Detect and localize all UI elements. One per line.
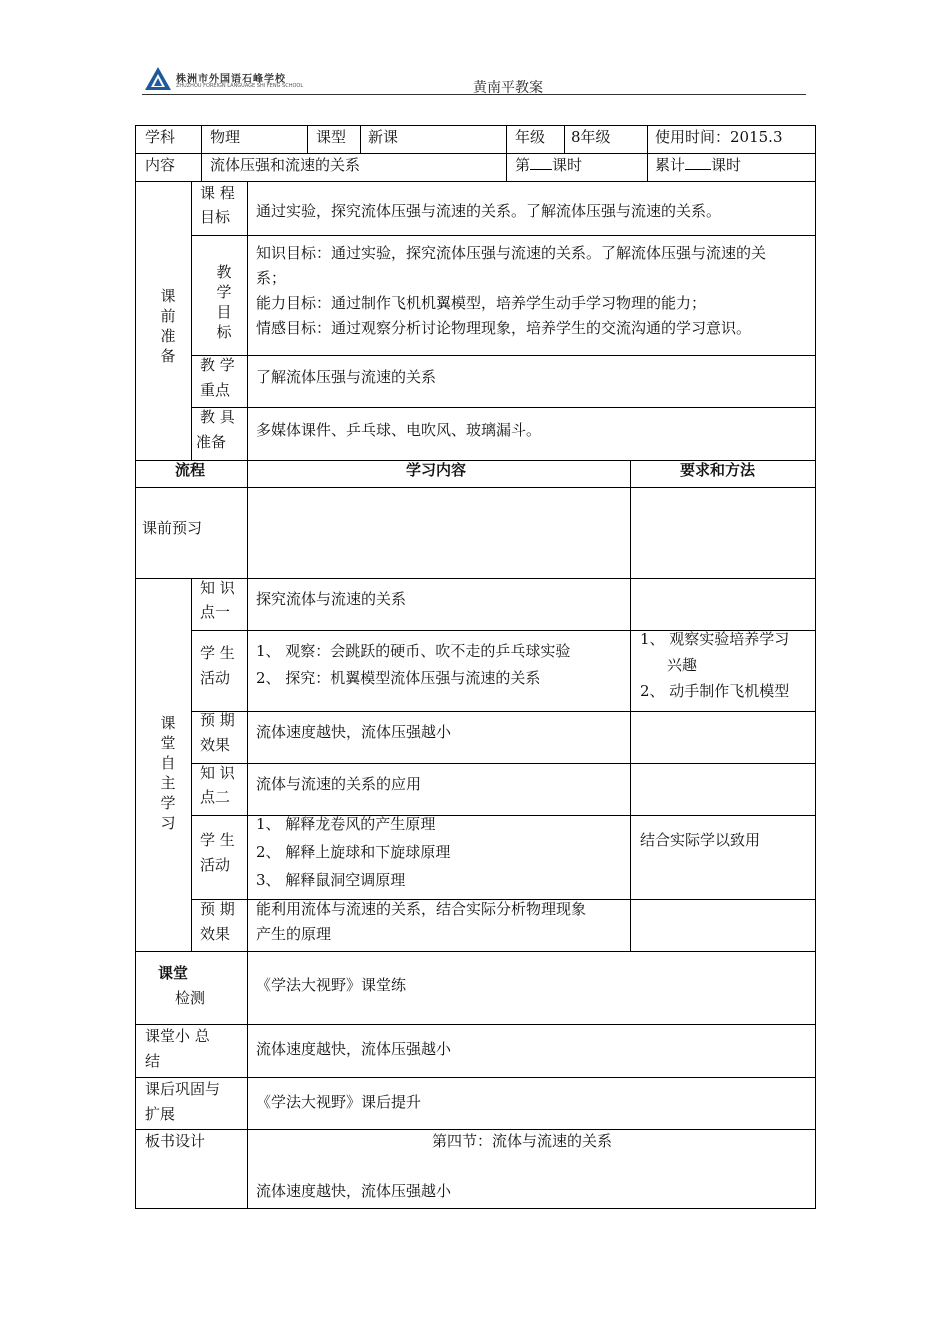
ss-row-content: 2、 解释上旋球和下旋球原理 [256, 843, 451, 861]
key-label-line2: 重点 [200, 381, 231, 399]
ss-row-content: 1、 观察：会跳跃的硬币、吹不走的乒乓球实验 [256, 642, 571, 660]
tools-label-line2: 准备 [196, 433, 227, 451]
ss-row-content: 1、 解释龙卷风的产生原理 [256, 815, 436, 833]
board-title: 第四节：流体与流速的关系 [432, 1132, 613, 1150]
period-field: 第 课时 [515, 156, 583, 174]
teach-goal-line: 情感目标：通过观察分析讨论物理现象，培养学生的交流沟通的学习意识。 [256, 319, 752, 337]
ss-row-method: 兴趣 [667, 656, 698, 674]
ss-row-label: 知 识 [200, 764, 235, 782]
ss-row-label: 效果 [200, 925, 231, 943]
ss-row-method: 结合实际学以致用 [640, 831, 761, 849]
ss-row-label: 点一 [200, 603, 231, 621]
header-divider [142, 94, 806, 95]
content-col-header: 学习内容 [406, 461, 467, 479]
school-logo-icon [143, 64, 173, 94]
school-name: 株洲市外国语石峰学校 [176, 74, 286, 85]
check-label-line1: 课堂 [158, 964, 189, 982]
extend-label-line1: 课后巩固与 [145, 1080, 221, 1098]
tools-label-line1: 教 具 [200, 408, 235, 426]
ss-row-content: 能利用流体与流速的关系，结合实际分析物理现象 [256, 900, 587, 918]
subject-label: 学科 [145, 128, 176, 146]
prep-section-label: 课前准备 [160, 287, 176, 365]
school-name-en: ZHUZHOU FOREIGN LANGUAGE SHI FENG SCHOOL [176, 83, 304, 89]
grade-label: 年级 [515, 128, 546, 146]
content-value: 流体压强和流速的关系 [210, 156, 361, 174]
ss-row-label: 学 生 [200, 831, 235, 849]
ss-row-content: 流体与流速的关系的应用 [256, 775, 422, 793]
extend-label-line2: 扩展 [145, 1105, 176, 1123]
ss-row-label: 学 生 [200, 644, 235, 662]
self-study-label: 课堂自主学习 [160, 714, 176, 832]
ss-row-label: 预 期 [200, 900, 235, 918]
flow-col-header: 流程 [175, 461, 206, 479]
usage-time: 使用时间：2015.3 [655, 128, 783, 146]
teach-goal-label: 教学目标 [216, 263, 232, 341]
ss-row-label: 知 识 [200, 579, 235, 597]
goal-label-line2: 目标 [200, 208, 231, 226]
ss-row-label: 活动 [200, 856, 231, 874]
ss-row-content: 产生的原理 [256, 925, 332, 943]
method-col-header: 要求和方法 [680, 461, 756, 479]
ss-row-label: 预 期 [200, 711, 235, 729]
board-content: 流体速度越快，流体压强越小 [256, 1182, 452, 1200]
content-label: 内容 [145, 156, 176, 174]
summary-content: 流体速度越快，流体压强越小 [256, 1040, 452, 1058]
ss-row-label: 点二 [200, 788, 231, 806]
teach-goal-line: 系； [256, 269, 287, 287]
check-content: 《学法大视野》课堂练 [256, 976, 407, 994]
ss-row-label: 活动 [200, 669, 231, 687]
teach-goal-line: 知识目标：通过实验，探究流体压强与流速的关系。了解流体压强与流速的关 [256, 244, 767, 262]
key-text: 了解流体压强与流速的关系 [256, 368, 437, 386]
type-label: 课型 [316, 128, 347, 146]
ss-row-method: 2、 动手制作飞机模型 [640, 682, 790, 700]
preview-label: 课前预习 [142, 519, 203, 537]
ss-row-method: 1、 观察实验培养学习 [640, 630, 790, 648]
doc-title: 黄南平教案 [473, 80, 543, 96]
check-label-line2: 检测 [175, 989, 206, 1007]
teach-goal-line: 能力目标：通过制作飞机机翼模型，培养学生动手学习物理的能力； [256, 294, 707, 312]
summary-label-line1: 课堂小 总 [145, 1027, 210, 1045]
grade-value: 8年级 [571, 128, 611, 146]
ss-row-content: 探究流体与流速的关系 [256, 590, 407, 608]
ss-row-content: 流体速度越快，流体压强越小 [256, 723, 452, 741]
type-value: 新课 [368, 128, 399, 146]
subject-value: 物理 [210, 128, 241, 146]
tools-text: 多媒体课件、乒乓球、电吹风、玻璃漏斗。 [256, 421, 542, 439]
goal-text: 通过实验，探究流体压强与流速的关系。了解流体压强与流速的关系。 [256, 202, 722, 220]
ss-row-content: 2、 探究：机翼模型流体压强与流速的关系 [256, 669, 541, 687]
extend-content: 《学法大视野》课后提升 [256, 1093, 422, 1111]
board-label: 板书设计 [145, 1132, 206, 1150]
ss-row-label: 效果 [200, 736, 231, 754]
total-field: 累计 课时 [655, 156, 742, 174]
ss-row-content: 3、 解释鼠洞空调原理 [256, 871, 406, 889]
key-label-line1: 教 学 [200, 356, 235, 374]
goal-label-line1: 课 程 [200, 184, 235, 202]
summary-label-line2: 结 [145, 1052, 161, 1070]
